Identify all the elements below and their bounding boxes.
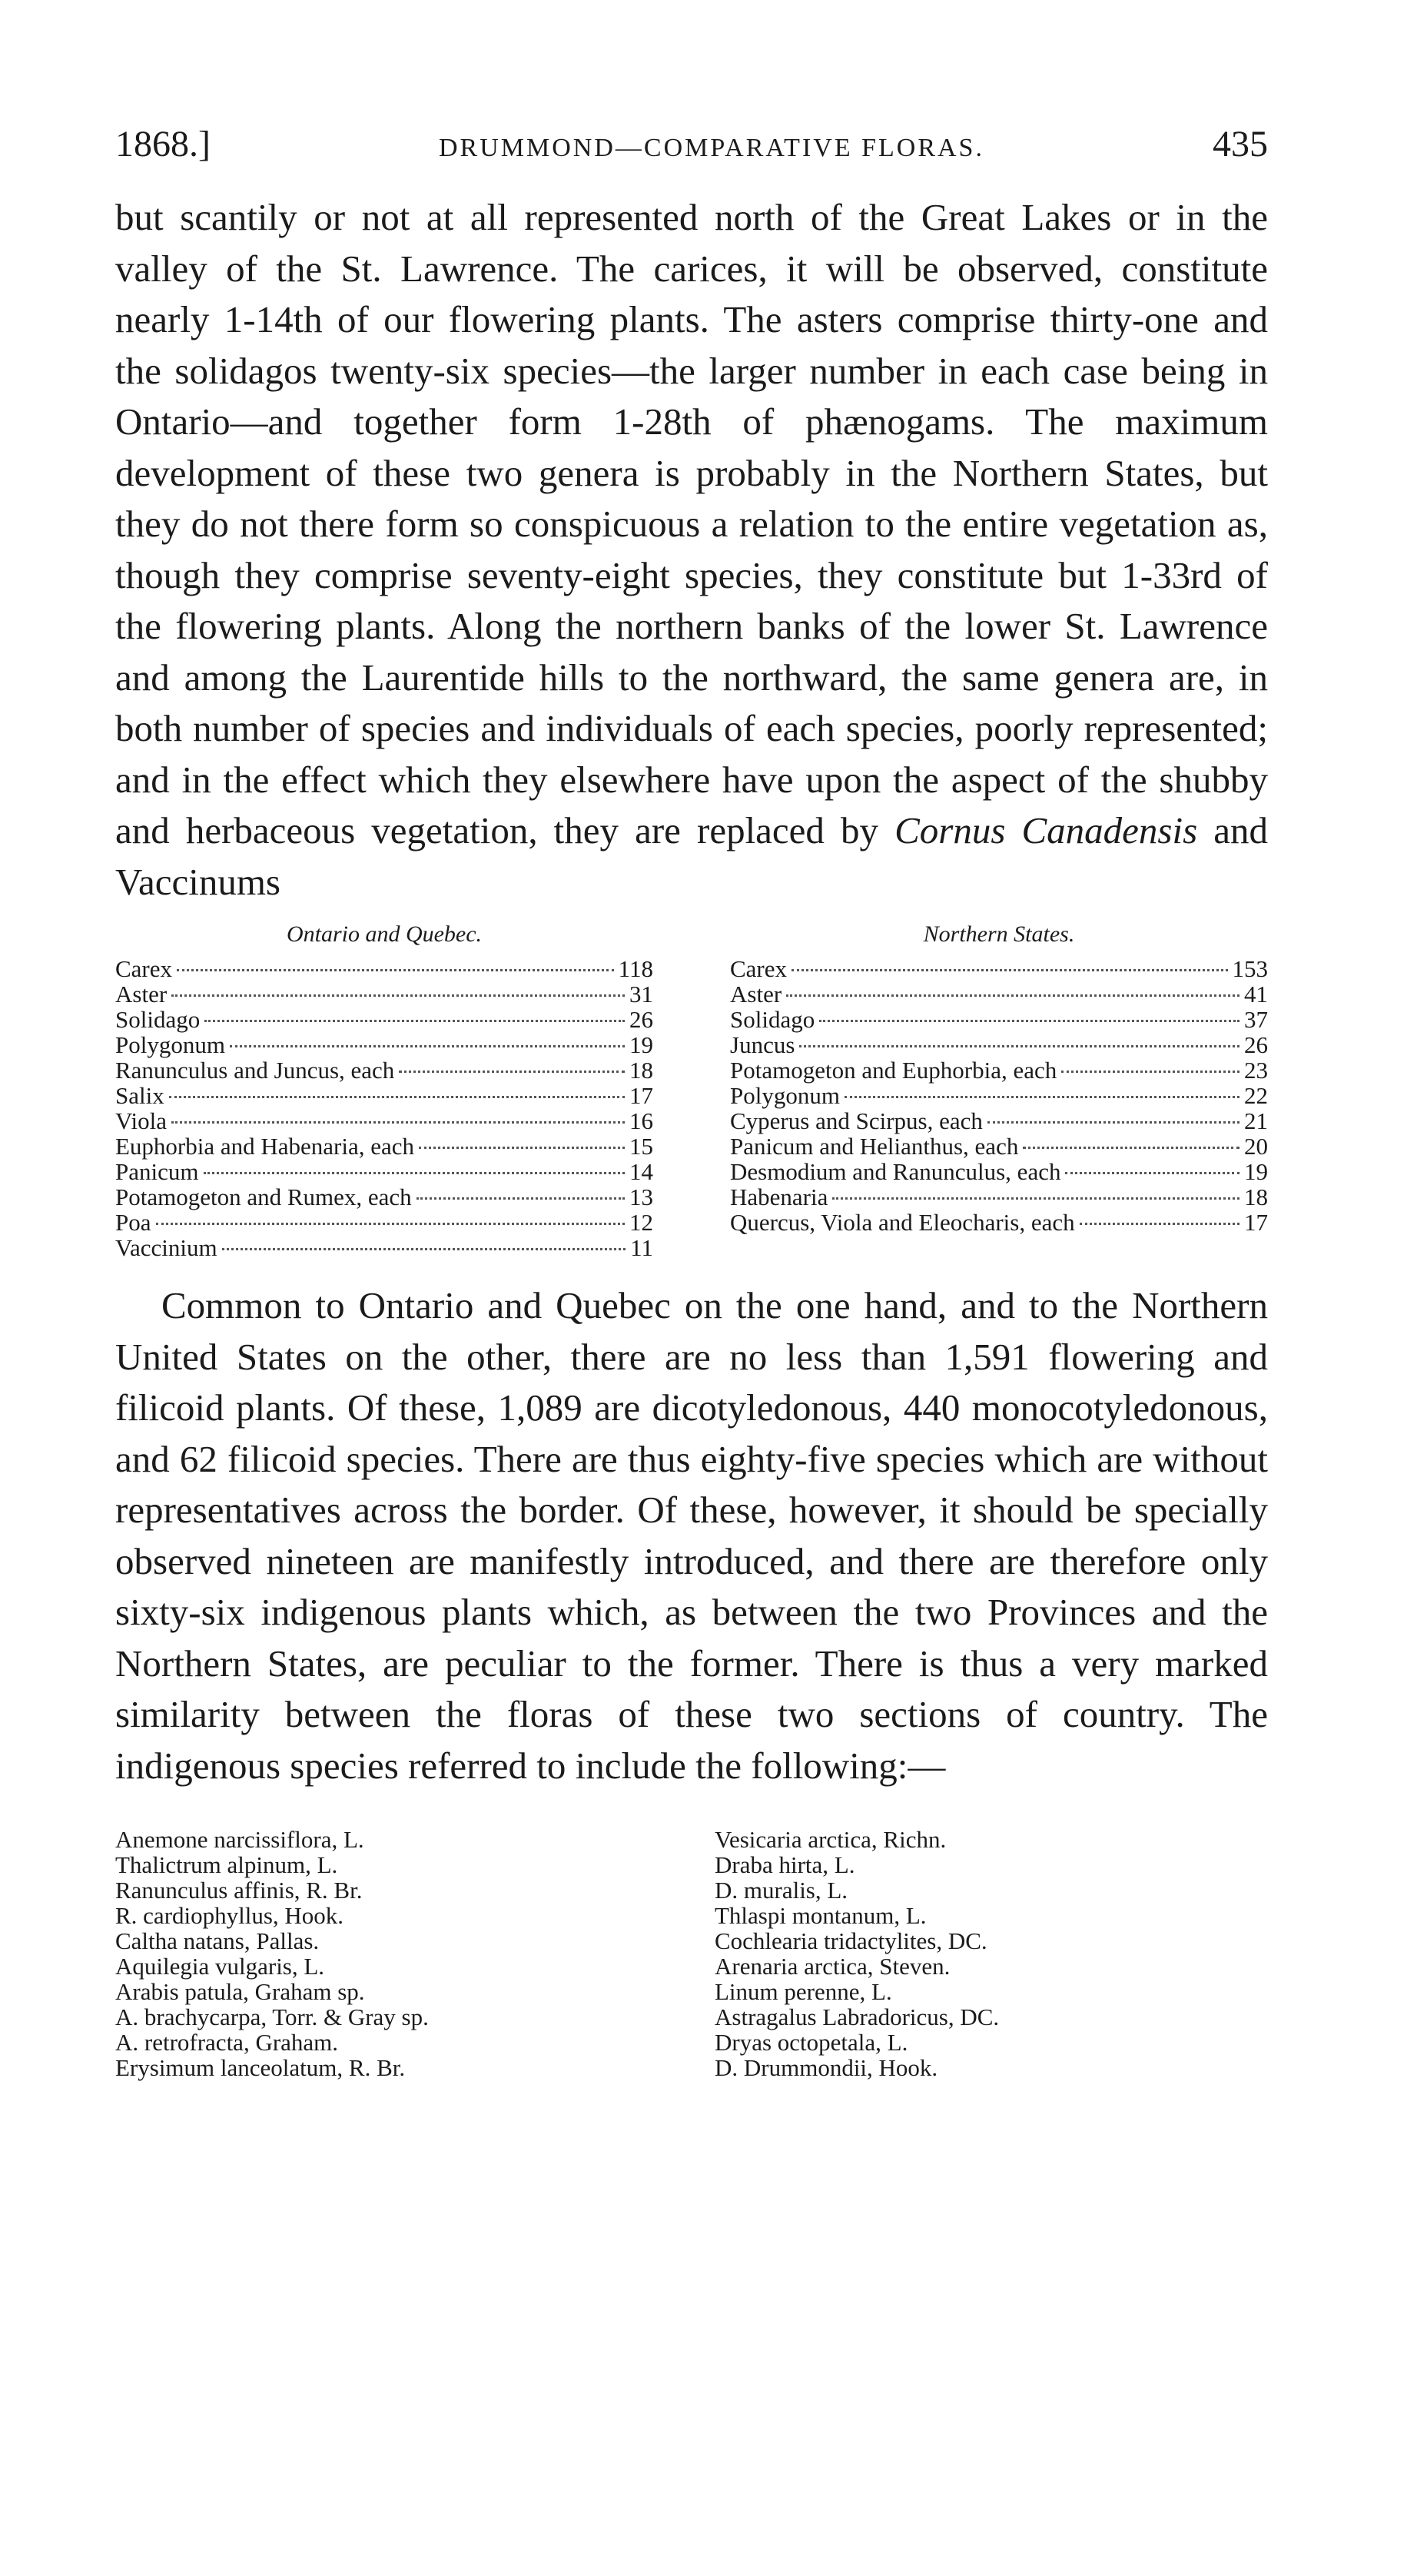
table-row xyxy=(730,1210,1268,1235)
table-row xyxy=(115,1007,653,1032)
species-item: R. cardiophyllus, Hook. xyxy=(115,1902,344,1929)
species-item: Arenaria arctica, Steven. xyxy=(715,1953,951,1980)
species-count: 37 xyxy=(1244,1006,1268,1033)
species-count: 18 xyxy=(1244,1183,1268,1210)
genus-name: Vaccinium xyxy=(115,1234,217,1261)
genus-name: Euphorbia and Habenaria, each xyxy=(115,1133,415,1160)
leader-dots xyxy=(791,969,1227,971)
leader-dots xyxy=(171,1121,625,1124)
genus-name: Cyperus and Scirpus, each xyxy=(730,1107,983,1134)
species-count: 17 xyxy=(629,1082,653,1109)
page-header xyxy=(115,123,1268,192)
genus-name: Quercus, Viola and Eleocharis, each xyxy=(730,1209,1075,1236)
leader-dots xyxy=(222,1248,626,1250)
leader-dots xyxy=(819,1020,1239,1022)
genus-name: Ranunculus and Juncus, each xyxy=(115,1057,395,1084)
species-item: Astragalus Labradoricus, DC. xyxy=(715,2003,1000,2030)
species-count: 31 xyxy=(629,981,653,1007)
species-item: Ranunculus affinis, R. Br. xyxy=(115,1877,363,1904)
leader-dots xyxy=(799,1045,1239,1047)
table-row xyxy=(115,1184,653,1210)
table-row xyxy=(115,1057,653,1083)
table-row xyxy=(730,1159,1268,1184)
genus-name: Juncus xyxy=(730,1031,795,1058)
species-count: 16 xyxy=(629,1107,653,1134)
paragraph-1-italic: Cornus Canadensis xyxy=(894,809,1198,851)
leader-dots xyxy=(845,1096,1239,1098)
paragraph-1 xyxy=(115,192,1268,908)
leader-dots xyxy=(171,994,625,997)
species-count: 19 xyxy=(629,1031,653,1058)
species-count: 19 xyxy=(1244,1158,1268,1185)
species-count: 26 xyxy=(1244,1031,1268,1058)
genus-name: Solidago xyxy=(730,1006,815,1033)
species-count: 41 xyxy=(1244,981,1268,1007)
table-row xyxy=(730,956,1268,981)
leader-dots xyxy=(1080,1223,1239,1225)
species-count: 18 xyxy=(629,1057,653,1084)
species-item: Aquilegia vulgaris, L. xyxy=(115,1953,325,1980)
species-count: 22 xyxy=(1244,1082,1268,1109)
leader-dots xyxy=(169,1096,625,1098)
table-row xyxy=(730,1057,1268,1083)
table-row xyxy=(115,1083,653,1108)
species-item: Arabis patula, Graham sp. xyxy=(115,1978,365,2005)
species-item: Thalictrum alpinum, L. xyxy=(115,1851,338,1878)
table-northern-states xyxy=(730,921,1268,1260)
genus-name: Aster xyxy=(730,981,782,1007)
leader-dots xyxy=(1023,1147,1239,1149)
table-row xyxy=(115,1159,653,1184)
table-row xyxy=(730,1032,1268,1057)
species-list xyxy=(115,1827,1268,2080)
genus-name: Panicum and Helianthus, each xyxy=(730,1133,1019,1160)
species-item: A. brachycarpa, Torr. & Gray sp. xyxy=(115,2003,429,2030)
genus-name: Viola xyxy=(115,1107,168,1134)
leader-dots xyxy=(786,994,1239,997)
species-count: 23 xyxy=(1244,1057,1268,1084)
table-left-title: Ontario and Quebec. xyxy=(286,921,483,947)
species-count: 118 xyxy=(618,955,653,982)
page-number: 435 xyxy=(1212,124,1268,164)
genus-name: Polygonum xyxy=(730,1082,840,1109)
table-right-rows xyxy=(730,956,1268,1235)
table-right-title: Northern States. xyxy=(923,921,1075,947)
genus-name: Salix xyxy=(115,1082,164,1109)
species-count: 14 xyxy=(629,1158,653,1185)
genus-name: Poa xyxy=(115,1209,151,1236)
paragraph-1-end: and Vaccinums xyxy=(115,809,1268,903)
species-item: Draba hirta, L. xyxy=(715,1851,855,1878)
species-count: 153 xyxy=(1232,955,1268,982)
table-row xyxy=(115,1210,653,1235)
table-left-rows xyxy=(115,956,653,1260)
table-row xyxy=(730,1184,1268,1210)
table-row xyxy=(115,1108,653,1134)
table-row xyxy=(115,1235,653,1260)
table-row xyxy=(115,981,653,1007)
species-count: 20 xyxy=(1244,1133,1268,1160)
genus-name: Solidago xyxy=(115,1006,201,1033)
table-row xyxy=(730,1083,1268,1108)
table-row xyxy=(730,1007,1268,1032)
leader-dots xyxy=(204,1020,625,1022)
species-count: 12 xyxy=(629,1209,653,1236)
table-row xyxy=(730,1134,1268,1159)
table-row xyxy=(115,1134,653,1159)
leader-dots xyxy=(156,1223,626,1225)
paragraph-2: Common to Ontario and Quebec on the one hand, and to the Northern United States on the other, there are no less than 1,591 flowering and filicoid plants. Of these, 1,089 are dicotyledonous, 440 monocotyledonous, and 62 filicoid species. There are thus eighty-five species which are without representatives across the border. Of these, however, it should be specially observed nineteen are manifestly introduced, and there are therefore only sixty-six indigenous plants which, as between the two Provinces and the Northern States, are peculiar to the former. There is thus a very marked similarity between the floras of these two sections of country. The indigenous species referred to include the following:— xyxy=(115,1284,1268,1787)
leader-dots xyxy=(399,1071,625,1073)
paragraph-1-text: but scantily or not at all represented north of the Great Lakes or in the valley of the St. Lawrence. The carices, it will be observed, constitute nearly 1-14th of our flowering plants. The asters comprise thirty-one and the solidagos twenty-six species—the larger number in each case being in Ontario—and together form 1-28th of phænogams. The maximum development of these two genera is probably in the Northern States, but they do not there form so conspicuous a relation to the entire vegetation as, though they comprise seventy-eight species, they constitute but 1-33rd of the flowering plants. Along the northern banks of the lower St. Lawrence and among the Laurentide hills to the northward, the same genera are, in both number of species and individuals of each species, poorly represented; and in the effect which they elsewhere have upon the aspect of the shubby and herbaceous vegetation, they are replaced by xyxy=(115,196,1268,851)
running-title: DRUMMOND—COMPARATIVE FLORAS. xyxy=(439,134,984,162)
leader-dots xyxy=(419,1147,625,1149)
genus-name: Panicum xyxy=(115,1158,199,1185)
species-item: Anemone narcissiflora, L. xyxy=(115,1826,364,1853)
table-row xyxy=(115,956,653,981)
leader-dots xyxy=(1065,1172,1239,1174)
table-row xyxy=(730,981,1268,1007)
species-item: Dryas octopetala, L. xyxy=(715,2029,908,2056)
species-list-left xyxy=(115,1827,669,2080)
species-item: Vesicaria arctica, Richn. xyxy=(715,1826,947,1853)
table-ontario-quebec xyxy=(115,921,653,1260)
leader-dots xyxy=(204,1172,626,1174)
species-item: A. retrofracta, Graham. xyxy=(115,2029,339,2056)
species-list-right xyxy=(715,1827,1268,2080)
comparison-tables xyxy=(115,921,1268,1260)
species-count: 26 xyxy=(629,1006,653,1033)
genus-name: Potamogeton and Euphorbia, each xyxy=(730,1057,1057,1084)
leader-dots xyxy=(987,1121,1239,1124)
species-item: Caltha natans, Pallas. xyxy=(115,1927,320,1954)
genus-name: Carex xyxy=(115,955,173,982)
species-count: 15 xyxy=(629,1133,653,1160)
species-item: Erysimum lanceolatum, R. Br. xyxy=(115,2054,406,2081)
species-count: 17 xyxy=(1244,1209,1268,1236)
species-count: 11 xyxy=(630,1234,653,1261)
species-item: Thlaspi montanum, L. xyxy=(715,1902,927,1929)
leader-dots xyxy=(832,1197,1239,1200)
species-item: Cochlearia tridactylites, DC. xyxy=(715,1927,987,1954)
genus-name: Desmodium and Ranunculus, each xyxy=(730,1158,1061,1185)
species-item: D. muralis, L. xyxy=(715,1877,848,1904)
genus-name: Habenaria xyxy=(730,1183,828,1210)
table-row xyxy=(115,1032,653,1057)
species-count: 21 xyxy=(1244,1107,1268,1134)
genus-name: Aster xyxy=(115,981,168,1007)
genus-name: Polygonum xyxy=(115,1031,225,1058)
leader-dots xyxy=(177,969,614,971)
leader-dots xyxy=(230,1045,625,1047)
genus-name: Carex xyxy=(730,955,788,982)
leader-dots xyxy=(416,1197,625,1200)
species-count: 13 xyxy=(629,1183,653,1210)
page xyxy=(115,123,1268,2080)
leader-dots xyxy=(1061,1071,1239,1073)
species-item: D. Drummondii, Hook. xyxy=(715,2054,938,2081)
header-year: 1868.] xyxy=(115,124,211,164)
species-item: Linum perenne, L. xyxy=(715,1978,892,2005)
table-row xyxy=(730,1108,1268,1134)
genus-name: Potamogeton and Rumex, each xyxy=(115,1183,412,1210)
